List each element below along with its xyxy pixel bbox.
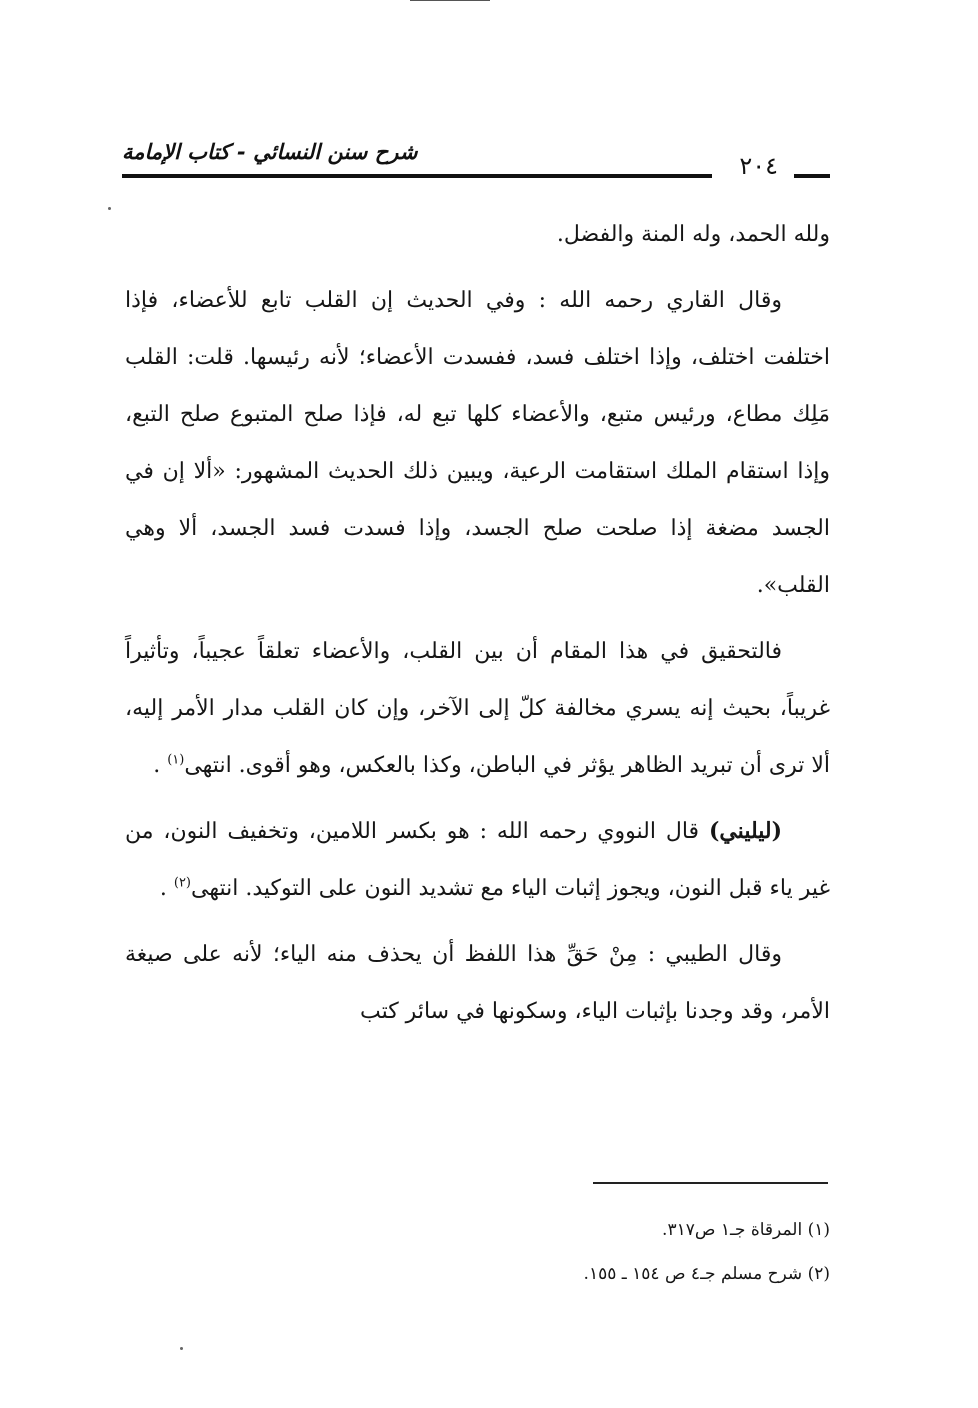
paragraph: [125, 206, 830, 263]
running-header-title: شرح سنن النسائي - كتاب الإمامة: [122, 140, 418, 164]
footnotes: [300, 1208, 830, 1296]
lemma-term: (ليليني): [708, 818, 782, 844]
footnote-item: (٢) شرح مسلم جـ٤ ص ١٥٤ ـ ١٥٥.: [583, 1264, 830, 1284]
page-body: [125, 206, 830, 1049]
footnote-ref: (١): [167, 752, 185, 768]
paragraph-text: ولله الحمد، وله المنة والفضل.: [556, 222, 830, 247]
scan-speck: [108, 207, 111, 210]
paragraph-text: وقال القاري رحمه الله : وفي الحديث إن القلب تابع للأعضاء، فإذا اختلفت اختلف، وإذا اختلف فسد، ففسدت الأعضاء؛ لأنه رئيسها. قلت: القلب مَلِك مطاع، ورئيس متبع، والأعضاء كلها تبع له، فإذا صلح المتبوع صلح التبع، وإذا استقام الملك استقامت الرعية، ويبين ذلك الحديث المشهور: «ألا إن في الجسد مضغة إذا صلحت صلح الجسد، وإذا فسدت فسد الجسد، ألا وهي القلب».: [125, 288, 830, 598]
paragraph-tail: .: [153, 753, 161, 778]
header-rule-short: [794, 174, 830, 178]
paragraph: [125, 803, 830, 917]
paragraph: [125, 623, 830, 794]
paragraph-tail: .: [159, 876, 167, 901]
scan-speck: [180, 1347, 183, 1350]
page-number: ٢٠٤: [739, 152, 778, 180]
running-header: [122, 140, 830, 186]
footnote-item: (١) المرقاة جـ١ ص٣١٧.: [662, 1220, 830, 1240]
footnote-separator: [593, 1182, 828, 1184]
header-rule: [122, 174, 712, 178]
paragraph-text: فالتحقيق في هذا المقام أن بين القلب، والأعضاء تعلقاً عجيباً، وتأثيراً غريباً، بحيث إنه يسري مخالفة كلّ إلى الآخر، وإن كان القلب مدار الأمر إليه، ألا ترى أن تبريد الظاهر يؤثر في الباطن، وكذا بالعكس، وهو أقوى. انتهى: [125, 639, 830, 778]
paragraph: [125, 926, 830, 1040]
paragraph-text: وقال الطيبي : مِنْ حَقِّ هذا اللفظ أن يحذف منه الياء؛ لأنه على صيغة الأمر، وقد وجدنا بإثبات الياء، وسكونها في سائر كتب: [125, 942, 830, 1024]
paragraph: [125, 272, 830, 614]
paragraph-text: قال النووي رحمه الله : هو بكسر اللامين، وتخفيف النون، من غير ياء قبل النون، ويجوز إثبات الياء مع تشديد النون على التوكيد. انتهى: [125, 819, 830, 901]
top-edge-rule: [410, 0, 490, 1]
footnote-ref: (٢): [173, 875, 191, 891]
